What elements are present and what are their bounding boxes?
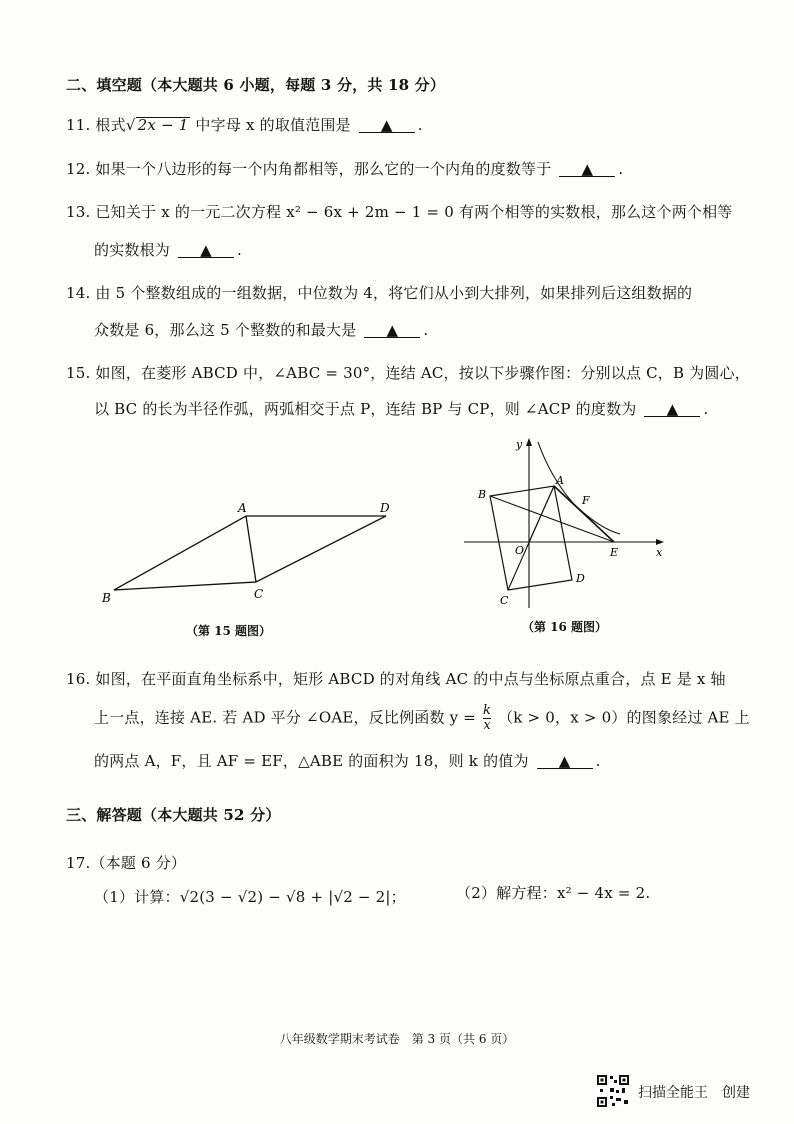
x-axis-arrow — [656, 539, 664, 545]
answer-blank-13[interactable]: ▲ — [178, 243, 234, 258]
q11-radicand: 2x − 1 — [137, 116, 189, 134]
label-b: B — [478, 488, 487, 501]
question-11: 11. 根式√ 2x − 1 中字母 x 的取值范围是 ▲ . — [66, 116, 423, 134]
segment-ao — [529, 486, 554, 542]
scanner-watermark: 扫描全能王 创建 — [638, 1085, 750, 1101]
question-14-line2: 众数是 6，那么这 5 个整数的和最大是 ▲ . — [94, 321, 429, 339]
question-12: 12. 如果一个八边形的每一个内角都相等，那么它的一个内角的度数等于 ▲ . — [66, 160, 624, 178]
figure-15-caption: （第 15 题图） — [186, 624, 272, 638]
figure-16-coordinate — [460, 432, 670, 612]
x-axis-label: x — [656, 546, 663, 559]
question-14-line1: 14. 由 5 个整数组成的一组数据，中位数为 4，将它们从小到大排列，如果排列后这组数据的 — [66, 284, 693, 302]
label-c: C — [254, 587, 264, 601]
qr-code-icon — [596, 1074, 630, 1108]
section-3-title: 三、解答题（本大题共 52 分） — [66, 806, 281, 824]
diagonal-ac — [246, 516, 256, 582]
question-17-part1: （1）计算：√2(3 − √2) − √8 + |√2 − 2|； — [94, 888, 406, 906]
figure-15-rhombus — [96, 496, 406, 608]
label-a: A — [238, 501, 247, 515]
label-f: F — [582, 494, 590, 507]
answer-blank-14[interactable]: ▲ — [364, 323, 420, 338]
label-d: D — [380, 501, 390, 515]
label-d: D — [576, 572, 585, 585]
label-e: E — [610, 546, 619, 559]
answer-blank-12[interactable]: ▲ — [559, 162, 615, 177]
question-16-line3: 的两点 A，F，且 AF = EF，△ABE 的面积为 18，则 k 的值为 ▲ . — [94, 752, 601, 770]
label-b: B — [102, 591, 111, 605]
rhombus-abcd — [114, 516, 386, 590]
question-13-line2: 的实数根为 ▲ . — [94, 241, 242, 259]
label-a: A — [556, 474, 564, 487]
question-16-line1: 16. 如图，在平面直角坐标系中，矩形 ABCD 的对角线 AC 的中点与坐标原点重合，点 E 是 x 轴 — [66, 670, 726, 688]
question-13-line1: 13. 已知关于 x 的一元二次方程 x² − 6x + 2m − 1 = 0 有两个相等的实数根，那么这个两个相等 — [66, 203, 733, 221]
answer-blank-11[interactable]: ▲ — [359, 118, 415, 133]
q11-prefix: 11. 根式 — [66, 116, 126, 134]
figure-16-caption: （第 16 题图） — [522, 620, 608, 634]
question-17-part2: （2）解方程：x² − 4x = 2. — [456, 884, 651, 902]
answer-blank-16[interactable]: ▲ — [537, 754, 593, 769]
segment-be — [490, 496, 614, 542]
label-c: C — [500, 594, 509, 607]
fraction-k-over-x: $\frac{k}{x}$ — [483, 703, 492, 733]
q12-text: 12. 如果一个八边形的每一个内角都相等，那么它的一个内角的度数等于 — [66, 160, 552, 178]
question-17-header: 17.（本题 6 分） — [66, 854, 187, 872]
y-axis-arrow — [526, 438, 532, 446]
page-footer: 八年级数学期末考试卷 第 3 页（共 6 页） — [279, 1032, 515, 1046]
question-15-line1: 15. 如图，在菱形 ABCD 中，∠ABC = 30°，连结 AC，按以下步骤作图：分别以点 C，B 为圆心， — [66, 364, 750, 382]
question-15-line2: 以 BC 的长为半径作弧，两弧相交于点 P，连结 BP 与 CP，则 ∠ACP 的度数为 ▲ . — [94, 400, 709, 418]
hyperbola-curve — [538, 442, 620, 534]
label-o: O — [515, 544, 525, 557]
question-16-line2: 上一点，连接 AE. 若 AD 平分 ∠OAE，反比例函数 y = $\frac{k}{x}$ （k > 0，x > 0）的图象经过 AE 上 — [94, 703, 750, 733]
q11-text: 中字母 x 的取值范围是 — [195, 116, 351, 134]
y-axis-label: y — [516, 438, 523, 451]
section-2-title: 二、填空题（本大题共 6 小题，每题 3 分，共 18 分） — [66, 76, 446, 94]
answer-blank-15[interactable]: ▲ — [644, 402, 700, 417]
